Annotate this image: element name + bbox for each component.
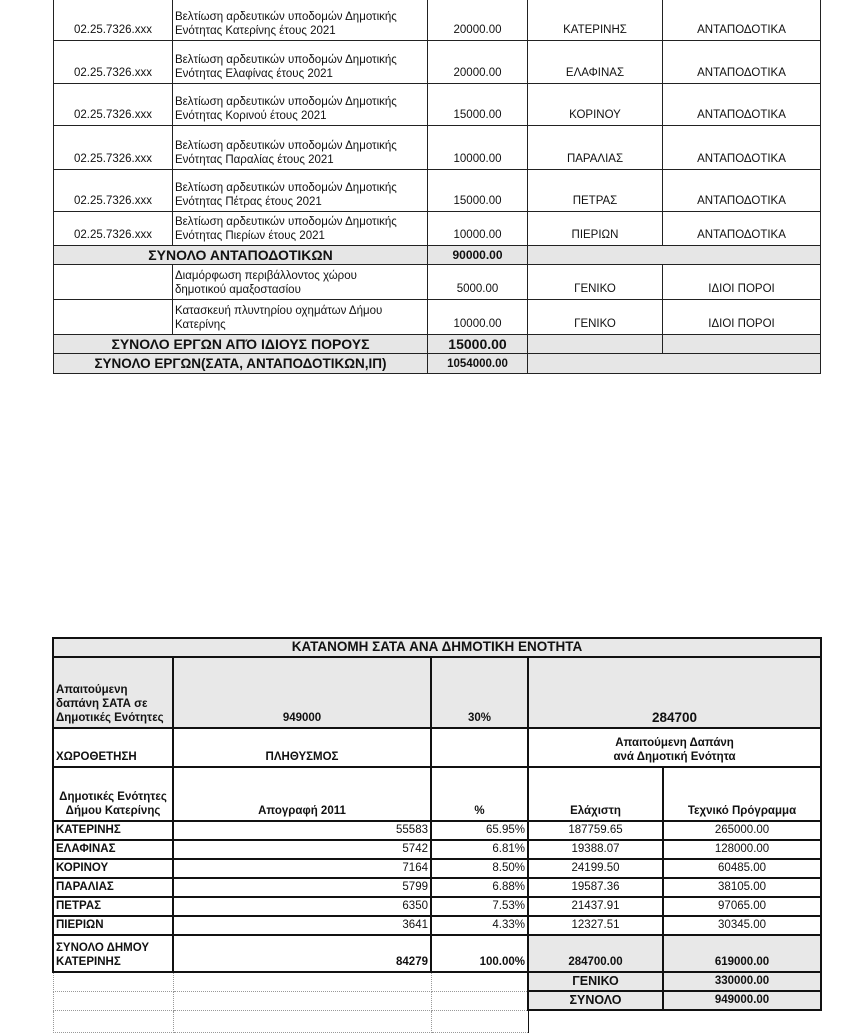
project-code: 02.25.7326.xxx — [54, 0, 173, 41]
project-unit: ΚΑΤΕΡΙΝΗΣ — [528, 0, 663, 41]
table-row — [53, 821, 821, 840]
min-amount: 187759.65 — [528, 821, 663, 840]
label-line: ΣΥΝΟΛΟ ΔΗΜΟΥ — [56, 942, 150, 954]
empty-cell — [431, 728, 528, 767]
required-total: 949000 — [173, 657, 431, 728]
label-line: Δήμου Κατερίνης — [65, 805, 161, 817]
required-amount: 284700 — [528, 657, 821, 728]
table-row — [54, 84, 821, 126]
total-own-row — [54, 335, 821, 354]
project-code: 02.25.7326.xxx — [54, 212, 173, 246]
label-line: Απαιτούμενη — [56, 684, 128, 696]
total-amount: 90000.00 — [428, 246, 528, 265]
census-label: Απογραφή 2011 — [173, 767, 431, 821]
empty-cell — [663, 335, 821, 354]
project-amount: 15000.00 — [428, 84, 528, 126]
empty-cell — [663, 1010, 821, 1032]
required-row — [53, 657, 821, 728]
unit-name: ΚΑΤΕΡΙΝΗΣ — [53, 821, 173, 840]
description-line: Βελτίωση αρδευτικών υποδομών Δημοτικής — [175, 11, 397, 23]
description-line: Βελτίωση αρδευτικών υποδομών Δημοτικής — [175, 216, 397, 228]
population: 6350 — [173, 897, 431, 916]
units-label — [53, 767, 173, 821]
unit-name: ΠΑΡΑΛΙΑΣ — [53, 878, 173, 897]
location-row — [53, 728, 821, 767]
blank-row — [53, 1010, 821, 1032]
description-line: Ενότητας Ελαφίνας έτους 2021 — [175, 68, 333, 80]
grand-total-amount: 1054000.00 — [428, 354, 528, 374]
empty-cell — [431, 972, 528, 991]
project-description — [173, 170, 428, 212]
sum-amount: 949000.00 — [663, 991, 821, 1010]
description-line: Ενότητας Πιερίων έτους 2021 — [175, 230, 325, 242]
grand-total-label: ΣΥΝΟΛΟ ΕΡΓΩΝ(ΣΑΤΑ, ΑΝΤΑΠΟΔΟΤΙΚΩΝ,ΙΠ) — [54, 354, 428, 374]
tech-amount: 60485.00 — [663, 859, 821, 878]
population: 5799 — [173, 878, 431, 897]
project-unit: ΕΛΑΦΙΝΑΣ — [528, 41, 663, 84]
project-funding: ΑΝΤΑΠΟΔΟΤΙΚΑ — [663, 126, 821, 170]
min-amount: 21437.91 — [528, 897, 663, 916]
project-unit: ΠΕΤΡΑΣ — [528, 170, 663, 212]
project-funding: ΙΔΙΟΙ ΠΟΡΟΙ — [663, 300, 821, 335]
description-line: Ενότητας Πέτρας έτους 2021 — [175, 196, 322, 208]
description-line: Βελτίωση αρδευτικών υποδομών Δημοτικής — [175, 140, 397, 152]
required-label — [53, 657, 173, 728]
table-row — [53, 859, 821, 878]
empty-cell — [528, 246, 821, 265]
pct: 65.95% — [431, 821, 528, 840]
unit-name: ΠΕΤΡΑΣ — [53, 897, 173, 916]
label-line: ανά Δημοτική Ενότητα — [613, 751, 736, 763]
table-row — [54, 170, 821, 212]
empty-cell — [53, 972, 173, 991]
min-label: Ελάχιστη — [528, 767, 663, 821]
min-amount: 19587.36 — [528, 878, 663, 897]
project-amount: 5000.00 — [428, 265, 528, 300]
project-description — [173, 126, 428, 170]
unit-name: ΕΛΑΦΙΝΑΣ — [53, 840, 173, 859]
tech-amount: 128000.00 — [663, 840, 821, 859]
project-description — [173, 265, 428, 300]
tech-amount: 265000.00 — [663, 821, 821, 840]
empty-cell — [431, 991, 528, 1010]
project-amount: 10000.00 — [428, 300, 528, 335]
project-unit: ΓΕΝΙΚΟ — [528, 300, 663, 335]
description-line: Ενότητας Παραλίας έτους 2021 — [175, 154, 334, 166]
population: 55583 — [173, 821, 431, 840]
sum-label: ΣΥΝΟΛΟ — [528, 991, 663, 1010]
empty-cell — [53, 991, 173, 1010]
project-amount: 20000.00 — [428, 41, 528, 84]
description-line: Βελτίωση αρδευτικών υποδομών Δημοτικής — [175, 96, 397, 108]
description-line: Κατασκευή πλυντηρίου οχημάτων Δήμου — [175, 305, 383, 317]
project-funding: ΑΝΤΑΠΟΔΟΤΙΚΑ — [663, 212, 821, 246]
total-amount: 15000.00 — [428, 335, 528, 354]
required-pct: 30% — [431, 657, 528, 728]
project-unit: ΓΕΝΙΚΟ — [528, 265, 663, 300]
label-line: ΚΑΤΕΡΙΝΗΣ — [56, 956, 121, 968]
project-code: 02.25.7326.xxx — [54, 84, 173, 126]
project-unit: ΠΑΡΑΛΙΑΣ — [528, 126, 663, 170]
project-code — [54, 265, 173, 300]
table-row — [53, 878, 821, 897]
required-per-unit-label — [528, 728, 821, 767]
table-row — [54, 265, 821, 300]
project-code — [54, 300, 173, 335]
project-description — [173, 212, 428, 246]
empty-cell — [53, 1010, 173, 1032]
total-label — [53, 935, 173, 972]
sata-allocation-table — [52, 637, 822, 1033]
unit-name: ΚΟΡΙΝΟΥ — [53, 859, 173, 878]
general-label: ΓΕΝΙΚΟ — [528, 972, 663, 991]
project-funding: ΑΝΤΑΠΟΔΟΤΙΚΑ — [663, 0, 821, 41]
total-antapodotika-row — [54, 246, 821, 265]
project-funding: ΑΝΤΑΠΟΔΟΤΙΚΑ — [663, 84, 821, 126]
description-line: Ενότητας Κορινού έτους 2021 — [175, 110, 327, 122]
sum-row — [53, 991, 821, 1010]
label-line: δαπάνη ΣΑΤΑ σε — [56, 698, 148, 710]
project-description — [173, 0, 428, 41]
population: 5742 — [173, 840, 431, 859]
total-tech: 619000.00 — [663, 935, 821, 972]
project-unit: ΚΟΡΙΝΟΥ — [528, 84, 663, 126]
total-pct: 100.00% — [431, 935, 528, 972]
project-code: 02.25.7326.xxx — [54, 41, 173, 84]
table-title: ΚΑΤΑΝΟΜΗ ΣΑΤΑ ΑΝΑ ΔΗΜΟΤΙΚΗ ΕΝΟΤΗΤΑ — [53, 638, 821, 657]
min-amount: 24199.50 — [528, 859, 663, 878]
tech-amount: 97065.00 — [663, 897, 821, 916]
total-label: ΣΥΝΟΛΟ ΑΝΤΑΠΟΔΟΤΙΚΩΝ — [54, 246, 428, 265]
table-row — [54, 212, 821, 246]
table-row — [54, 300, 821, 335]
project-code: 02.25.7326.xxx — [54, 126, 173, 170]
label-line: Απαιτούμενη Δαπάνη — [615, 737, 734, 749]
table-row — [54, 0, 821, 41]
population: 3641 — [173, 916, 431, 935]
pct: 6.88% — [431, 878, 528, 897]
header-row — [53, 767, 821, 821]
description-line: Κατερίνης — [175, 319, 226, 331]
description-line: Διαμόρφωση περιβάλλοντος χώρου — [175, 270, 357, 282]
empty-cell — [173, 972, 431, 991]
project-description — [173, 84, 428, 126]
project-amount: 15000.00 — [428, 170, 528, 212]
table-row — [53, 916, 821, 935]
location-label: ΧΩΡΟΘΕΤΗΣΗ — [53, 728, 173, 767]
tech-amount: 38105.00 — [663, 878, 821, 897]
tech-amount: 30345.00 — [663, 916, 821, 935]
population-label: ΠΛΗΘΥΣΜΟΣ — [173, 728, 431, 767]
total-row — [53, 935, 821, 972]
table-row — [54, 41, 821, 84]
total-label: ΣΥΝΟΛΟ ΕΡΓΩΝ ΑΠΌ ΙΔΙΟΥΣ ΠΟΡΟΥΣ — [54, 335, 428, 354]
total-min: 284700.00 — [528, 935, 663, 972]
description-line: δημοτικού αμαξοστασίου — [175, 284, 301, 296]
general-amount: 330000.00 — [663, 972, 821, 991]
label-line: Δημοτικές Ενότητες — [59, 791, 167, 803]
empty-cell — [431, 1010, 528, 1032]
project-funding: ΑΝΤΑΠΟΔΟΤΙΚΑ — [663, 41, 821, 84]
pct: 4.33% — [431, 916, 528, 935]
min-amount: 12327.51 — [528, 916, 663, 935]
description-line: Βελτίωση αρδευτικών υποδομών Δημοτικής — [175, 54, 397, 66]
population: 7164 — [173, 859, 431, 878]
project-description — [173, 300, 428, 335]
description-line: Βελτίωση αρδευτικών υποδομών Δημοτικής — [175, 182, 397, 194]
general-row — [53, 972, 821, 991]
unit-name: ΠΙΕΡΙΩΝ — [53, 916, 173, 935]
min-amount: 19388.07 — [528, 840, 663, 859]
project-unit: ΠΙΕΡΙΩΝ — [528, 212, 663, 246]
project-funding: ΑΝΤΑΠΟΔΟΤΙΚΑ — [663, 170, 821, 212]
pct-label: % — [431, 767, 528, 821]
grand-total-row — [54, 354, 821, 374]
table-row — [53, 840, 821, 859]
table-row — [54, 126, 821, 170]
empty-cell — [173, 1010, 431, 1032]
project-amount: 20000.00 — [428, 0, 528, 41]
description-line: Ενότητας Κατερίνης έτους 2021 — [175, 25, 336, 37]
pct: 6.81% — [431, 840, 528, 859]
empty-cell — [528, 354, 821, 374]
project-amount: 10000.00 — [428, 212, 528, 246]
title-row — [53, 638, 821, 657]
total-population: 84279 — [173, 935, 431, 972]
empty-cell — [528, 335, 663, 354]
project-description — [173, 41, 428, 84]
project-code: 02.25.7326.xxx — [54, 170, 173, 212]
empty-cell — [528, 1010, 663, 1032]
label-line: Δημοτικές Ενότητες — [56, 712, 164, 724]
table-row — [53, 897, 821, 916]
pct: 7.53% — [431, 897, 528, 916]
tech-label: Τεχνικό Πρόγραμμα — [663, 767, 821, 821]
pct: 8.50% — [431, 859, 528, 878]
project-amount: 10000.00 — [428, 126, 528, 170]
projects-table — [53, 0, 821, 374]
empty-cell — [173, 991, 431, 1010]
project-funding: ΙΔΙΟΙ ΠΟΡΟΙ — [663, 265, 821, 300]
